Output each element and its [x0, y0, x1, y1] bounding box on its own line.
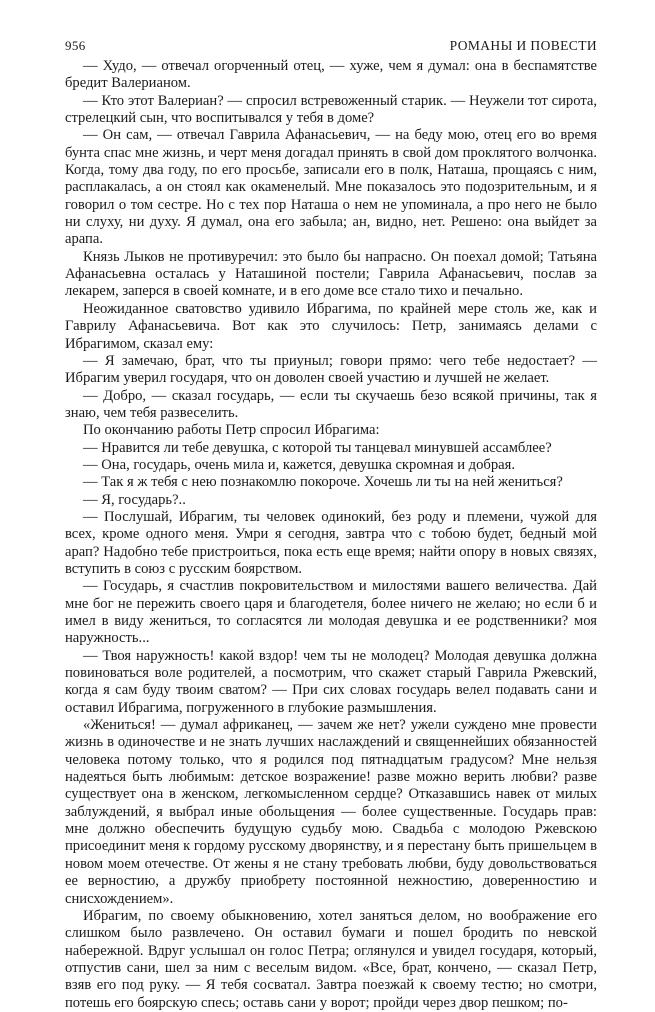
running-head: [65, 38, 597, 58]
paragraph: — Он сам, — отвечал Гаврила Афанасьевич, — на беду мою, отец его во время бунта спас мне жизнь, и черт меня догадал принять в свой дом проклятого волчонка. Когда, тому два году, по его просьбе, записали его в полк, Наташа, прощаясь с ним, расплакалась, а он стоял как окаменелый. Мне показалось это подозрительным, и я говорил о том сестре. Но с тех пор Наташа о нем не упоминала, а про него не было ни слуху, ни духу. Я думал, она его забыла; ан, видно, нет. Решено: она выйдет за арапа.: [65, 127, 597, 248]
paragraph: Неожиданное сватовство удивило Ибрагима, по крайней мере столь же, как и Гаврилу Афанасьевича. Вот как это случилось: Петр, занимаясь делами с Ибрагимом, сказал ему:: [65, 300, 597, 352]
paragraph: Князь Лыков не противуречил: это было бы напрасно. Он поехал домой; Татьяна Афанасьевна осталась у Наташиной постели; Гаврила Афанасьевич, послав за лекарем, заперся в своей комнате, и в его доме все стало тихо и печально.: [65, 248, 597, 300]
paragraph: — Государь, я счастлив покровительством и милостями вашего величества. Дай мне бог не пережить своего царя и благодетеля, более ничего не желаю; но если б и имел в виду жениться, то согласятся ли молодая девушка и ее родственники? моя наружность...: [65, 578, 597, 647]
page-number: 956: [65, 38, 86, 53]
paragraph: — Так я ж тебя с нею познакомлю покороче. Хочешь ли ты на ней жениться?: [83, 474, 563, 491]
paragraph: — Послушай, Ибрагим, ты человек одинокий, без роду и племени, чужой для всех, кроме одного меня. Умри я сегодня, завтра что с тобою будет, бедный мой арап? Надобно тебе пристроиться, пока есть еще время; найти опору в новых связях, вступить в союз с русским боярством.: [65, 508, 597, 577]
paragraph: — Твоя наружность! какой вздор! чем ты не молодец? Молодая девушка должна повиноваться воле родителей, а посмотрим, что скажет старый Гаврила Ржевский, когда я сам буду твоим сватом? — При сих словах государь велел подавать сани и оставил Ибрагима, погруженного в глубокие размышления.: [65, 647, 597, 716]
paragraph: — Худо, — отвечал огорченный отец, — хуже, чем я думал: она в беспамятстве бредит Валерианом.: [65, 58, 597, 92]
running-title: РОМАНЫ И ПОВЕСТИ: [449, 38, 597, 53]
paragraph: — Она, государь, очень мила и, кажется, девушка скромная и добрая.: [83, 456, 515, 473]
paragraph: — Я замечаю, брат, что ты приуныл; говори прямо: чего тебе недостает? — Ибрагим уверил государя, что он доволен своей участию и лучшей не желает.: [65, 352, 597, 387]
paragraph: — Добро, — сказал государь, — если ты скучаешь безо всякой причины, так я знаю, чем тебя развеселить.: [65, 387, 597, 421]
paragraph: «Жениться! — думал африканец, — зачем же нет? ужели суждено мне провести жизнь в одиночестве и не знать лучших наслаждений и священнейших обязанностей человека потому только, что я родился под пятнадцатым градусом? Мне нельзя надеяться быть любимым: детское возражение! разве можно верить любви? разве существует она в женском, легкомысленном сердце? Отказавшись навек от милых заблуждений, я выбрал иные обольщения — более существенные. Государь прав: мне должно обеспечить будущую судьбу мою. Свадьба с молодою Ржевскою присоединит меня к гордому русскому дворянству, и я перестану быть пришельцем в новом моем отечестве. От жены я не стану требовать любви, буду довольствоваться ее верностию, а дружбу приобрету постоянной нежностию, доверенностию и снисхождением».: [65, 717, 597, 907]
paragraph: — Нравится ли тебе девушка, с которой ты танцевал минувшей ассамблее?: [83, 439, 552, 456]
body-text: [65, 58, 597, 1012]
paragraph: Ибрагим, по своему обыкновению, хотел заняться делом, но воображение его слишком было развлечено. Он оставил бумаги и пошел бродить по невской набережной. Вдруг услышал он голос Петра; оглянулся и увидел государя, который, отпустив сани, шел за ним с веселым видом. «Все, брат, кончено, — сказал Петр, взяв его под руку. — Я тебя сосватал. Завтра поезжай к своему тестю; но смотри, потешь его боярскую спесь; оставь сани у ворот; пройди через двор пешком; по-: [65, 907, 597, 1011]
paragraph: — Я, государь?..: [83, 491, 186, 508]
book-page: [65, 38, 597, 1012]
paragraph: — Кто этот Валериан? — спросил встревоженный старик. — Неужели тот сирота, стрелецкий сын, что воспитывался у тебя в доме?: [65, 92, 597, 127]
paragraph: По окончанию работы Петр спросил Ибрагима:: [83, 422, 380, 439]
